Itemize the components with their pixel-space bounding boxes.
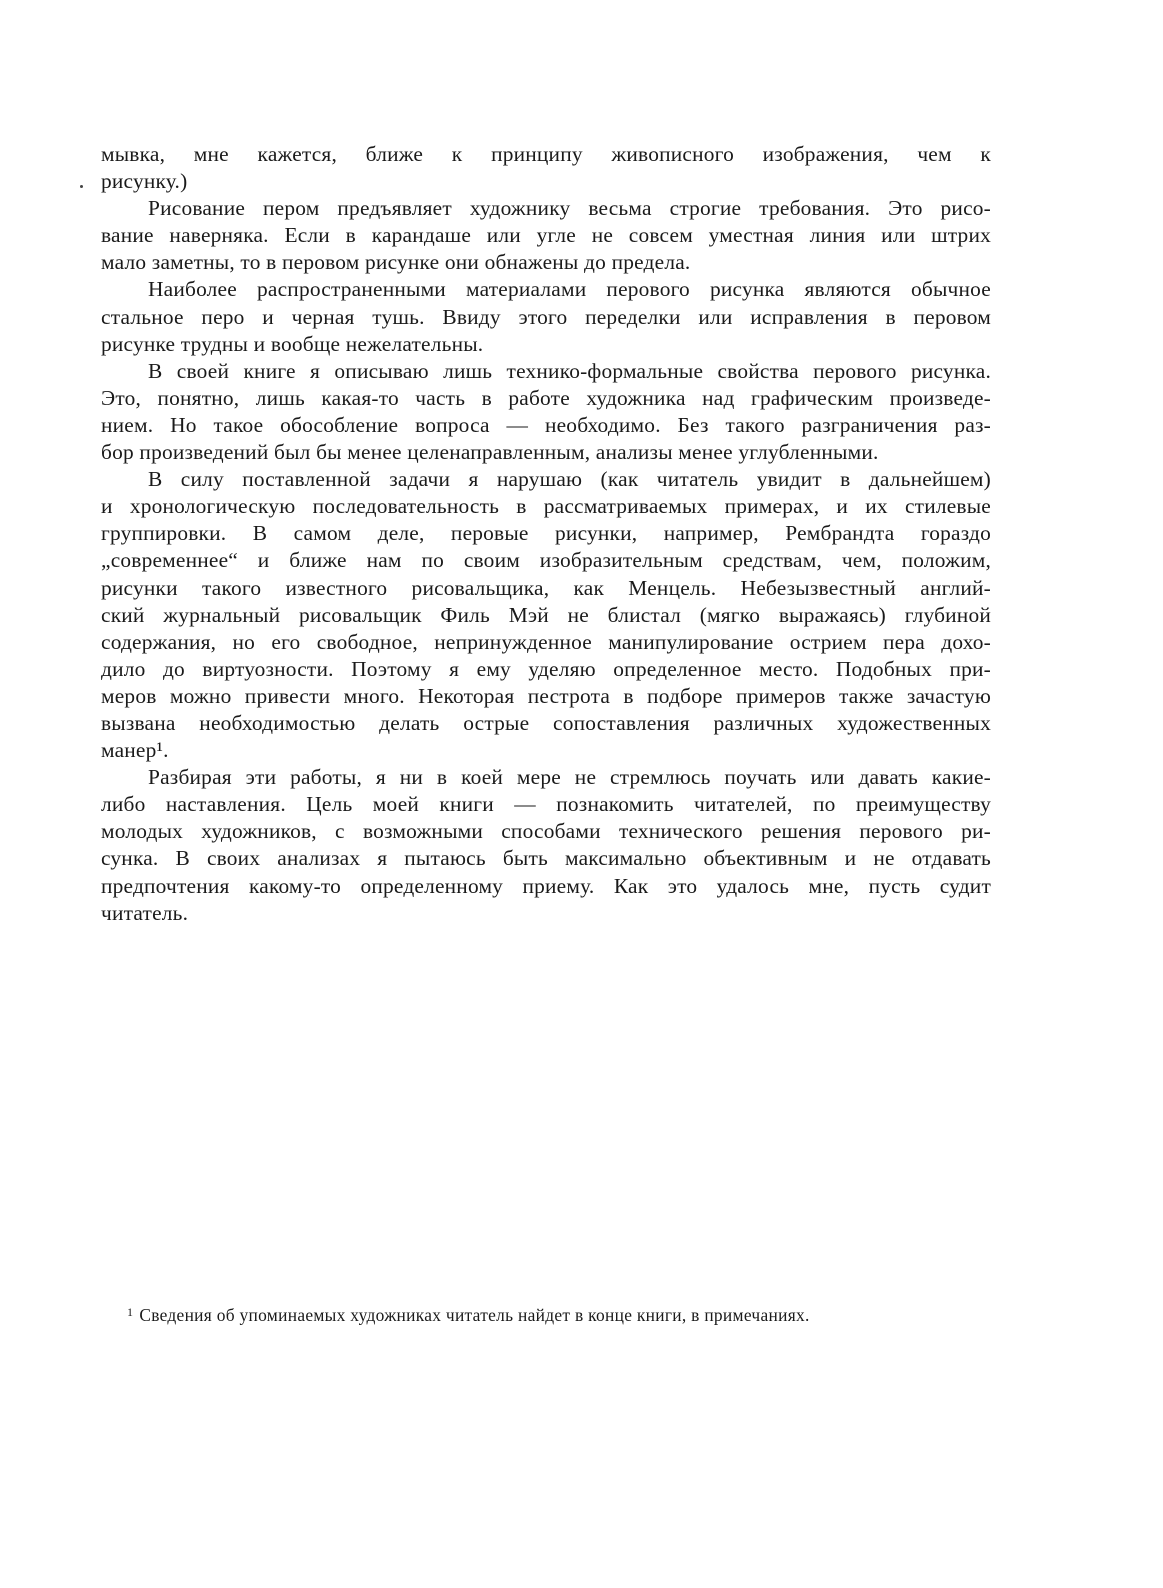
footnote (127, 1300, 977, 1327)
text-line: содержания, но его свободное, непринужденное манипулирование острием пера дохо- (101, 629, 991, 654)
text-line: стальное перо и черная тушь. Ввиду этого переделки или исправления в перовом (101, 304, 991, 329)
text-line: „современнее“ и ближе нам по своим изобразительным средствам, чем, положим, (101, 548, 991, 573)
text-line: молодых художников, с возможными способами технического решения перового ри- (101, 819, 991, 844)
text-line: Рисование пером предъявляет художнику весьма строгие требования. Это рисо- (148, 196, 991, 221)
paragraph (101, 764, 991, 927)
scan-speck (80, 185, 83, 188)
text-line: Это, понятно, лишь какая-то часть в работе художника над графическим произведе- (101, 385, 991, 410)
paragraph (101, 466, 991, 764)
text-line: В своей книге я описываю лишь технико-формальные свойства перового рисунка. (148, 358, 991, 383)
text-line: рисунки такого известного рисовальщика, как Менцель. Небезызвестный англий- (101, 575, 991, 600)
text-line: вызвана необходимостью делать острые сопоставления различных художественных (101, 710, 991, 735)
text-line: В силу поставленной задачи я нарушаю (как читатель увидит в дальнейшем) (148, 467, 991, 492)
text-line: рисунку.) (101, 169, 188, 194)
text-line: вание наверняка. Если в карандаше или угле не совсем уместная линия или штрих (101, 223, 991, 248)
text-line: читатель. (101, 900, 189, 925)
text-line: нием. Но такое обособление вопроса — необходимо. Без такого разграничения раз- (101, 412, 991, 437)
paragraph (101, 276, 991, 357)
text-line: Наиболее распространенными материалами перового рисунка являются обычное (148, 277, 991, 302)
text-line: манер¹. (101, 738, 169, 763)
text-line: либо наставления. Цель моей книги — познакомить читателей, по преимуществу (101, 792, 991, 817)
paragraph (101, 195, 991, 276)
text-line: и хронологическую последовательность в рассматриваемых примерах, и их стилевые (101, 494, 991, 519)
text-line: рисунке трудны и вообще нежелательны. (101, 331, 484, 356)
text-line: сунка. В своих анализах я пытаюсь быть максимально объективным и не отдавать (101, 846, 991, 871)
text-line: меров можно привести много. Некоторая пестрота в подборе примеров также зачастую (101, 683, 991, 708)
text-line: группировки. В самом деле, перовые рисунки, например, Рембрандта гораздо (101, 521, 991, 546)
footnote-marker: 1 (127, 1305, 134, 1319)
text-line: Разбирая эти работы, я ни в коей мере не стремлюсь поучать или давать какие- (148, 765, 991, 790)
text-line: бор произведений был бы менее целенаправленным, анализы менее углубленными. (101, 440, 879, 465)
paragraph (101, 141, 991, 195)
text-line: предпочтения какому-то определенному приему. Как это удалось мне, пусть судит (101, 873, 991, 898)
text-line: мывка, мне кажется, ближе к принципу живописного изображения, чем к (101, 142, 991, 166)
paragraph (101, 358, 991, 466)
main-text (101, 141, 991, 927)
text-line: дило до виртуозности. Поэтому я ему уделяю определенное место. Подобных при- (101, 656, 991, 681)
footnote-text: Сведения об упоминаемых художниках читатель найдет в конце книги, в примечаниях. (139, 1305, 810, 1325)
text-line: мало заметны, то в перовом рисунке они обнажены до предела. (101, 250, 691, 275)
text-line: ский журнальный рисовальщик Филь Мэй не блистал (мягко выражаясь) глубиной (101, 602, 991, 627)
